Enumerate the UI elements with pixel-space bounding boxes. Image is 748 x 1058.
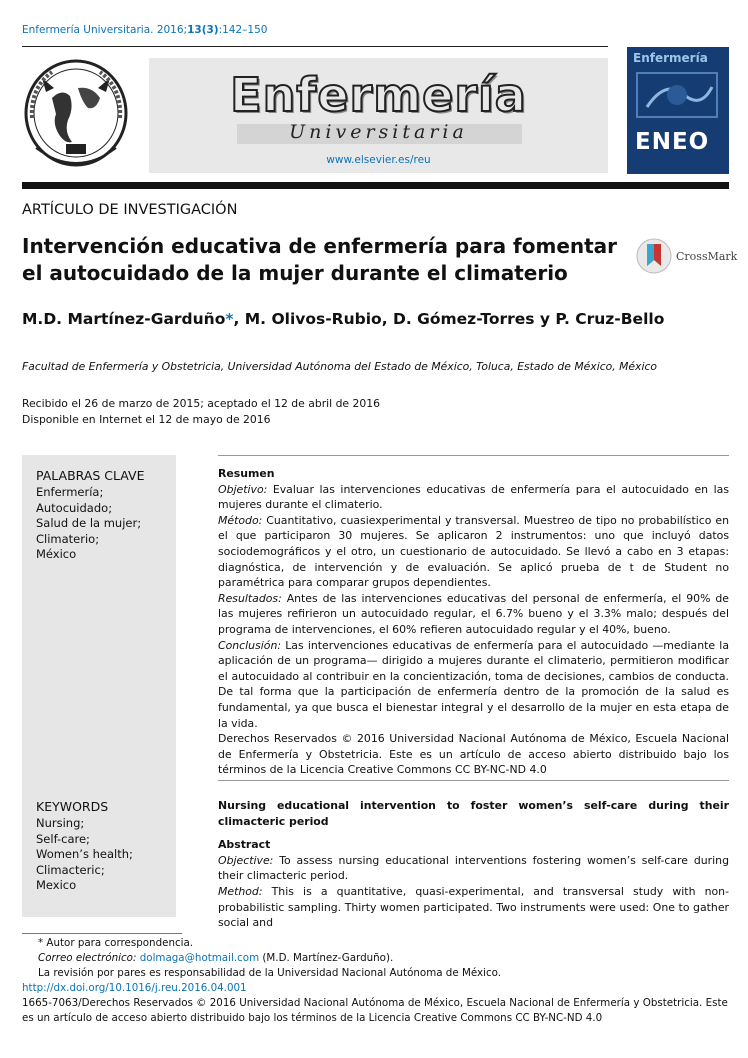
keyword-es-item: México xyxy=(36,547,77,561)
keyword-en-item: Mexico xyxy=(36,878,77,892)
doi-link[interactable]: http://dx.doi.org/10.1016/j.reu.2016.04.001 xyxy=(22,982,247,994)
banner-url-link[interactable]: www.elsevier.es/reu xyxy=(326,154,431,166)
abstract-en-method: Method: This is a quantitative, quasi-experimental, and transversal study with non-probabilistic sampling. Thirty women participated. Two instruments were used: One to gather social and xyxy=(218,884,730,930)
corresponding-author-marker[interactable]: * xyxy=(225,310,234,328)
abstract-en-heading: Abstract xyxy=(218,838,271,852)
article-dates xyxy=(22,396,380,428)
citation-volume: 13(3) xyxy=(187,24,219,36)
keyword-es-item: Climaterio; xyxy=(36,531,100,546)
keywords-en-heading: KEYWORDS xyxy=(36,799,109,814)
affiliation: Facultad de Enfermería y Obstetricia, Universidad Autónoma del Estado de México, Toluca, Estado de México, México xyxy=(22,360,657,373)
authors-rest: , M. Olivos-Rubio, D. Gómez-Torres y P. Cruz-Bello xyxy=(233,310,665,328)
citation-year: 2016; xyxy=(156,24,188,36)
abstract-es-objetivo: Objetivo: Evaluar las intervenciones educativas de enfermería para el autocuidado en las mujeres durante el climaterio. xyxy=(218,482,730,512)
keyword-es-item: Salud de la mujer; xyxy=(36,516,142,530)
article-title-line2: el autocuidado de la mujer durante el climaterio xyxy=(22,261,568,285)
article-section-type: ARTÍCULO DE INVESTIGACIÓN xyxy=(22,202,238,218)
email-link[interactable]: dolmaga@hotmail.com xyxy=(139,952,260,964)
abstract-en-objective: Objective: To assess nursing educational interventions fostering women’s self-care during their climacteric period. xyxy=(218,853,729,883)
abstract-en-title: Nursing educational intervention to foster women’s self-care during their climacteric period xyxy=(218,799,729,828)
footnote-corresponding: * Autor para correspondencia. xyxy=(38,937,194,949)
header-rule xyxy=(22,46,608,47)
dates-received: Recibido el 26 de marzo de 2015; aceptado el 12 de abril de 2016 xyxy=(22,397,380,410)
abstract-es-rights: Derechos Reservados © 2016 Universidad Nacional Autónoma de México, Escuela Nacional de Enfermería y Obstetricia. Este es un artículo de acceso abierto distribuido bajo los términos de la Licencia Creative Commons CC BY-NC-ND 4.0 xyxy=(218,732,729,777)
keywords-es-box xyxy=(22,455,176,807)
footnotes xyxy=(22,936,729,1026)
cover-eneo-logo: ENEO xyxy=(635,129,710,155)
journal-cover-thumbnail[interactable] xyxy=(627,47,729,174)
article-title-line1: Intervención educativa de enfermería para fomentar xyxy=(22,234,618,258)
article-title xyxy=(22,233,622,287)
abstract-es-heading: Resumen xyxy=(218,467,275,480)
crossmark-label: CrossMark xyxy=(676,250,738,263)
abstract-es-metodo: Método: Cuantitativo, cuasiexperimental y transversal. Muestreo de tipo no probabilístico en el que participaron 30 mujeres. Se aplicaron 2 instrumentos: uno que incluyó datos sociodemográficos y el otro, un cuestionario de autocuidado. Se llevó a cabo en 3 etapas: diagnóstica, de intervención y de evaluación. Se aplicó prueba de t de Student no paramétrica para comparar grupos dependientes. xyxy=(218,513,729,590)
keywords-es-heading: PALABRAS CLAVE xyxy=(36,468,145,483)
abstract-es-conclusion: Conclusión: Las intervenciones educativas de enfermería para el autocuidado —mediante la aplicación de un programa— dirigido a mujeres durante el climaterio, permitieron modificar el autocuidado al contribuir en la concientización, toma de decisiones, cambios de conducta. De tal forma que la participación de enfermería dentro de la promoción de la salud es fundamental, ya que busca el bienestar integral y el desarrollo de la mujer en esta etapa de la vida. xyxy=(218,638,729,730)
abstract-es-top-rule xyxy=(218,455,729,456)
abstract-es-resultados: Resultados: Antes de las intervenciones educativas del personal de enfermería, el 90% de las mujeres refirieron un autocuidado regular, el 6.7% bueno y el 3.3% malo; después del programa de intervenciones, el 60% refieren autocuidado regular y el 40%, bueno. xyxy=(218,591,729,636)
footnote-peer-review: La revisión por pares es responsabilidad de la Universidad Nacional Autónoma de México. xyxy=(38,967,501,979)
dates-online: Disponible en Internet el 12 de mayo de 2016 xyxy=(22,413,271,426)
banner-subtitle: Universitaria xyxy=(289,121,468,143)
banner-title: Enfermería xyxy=(230,68,527,122)
crossmark-icon xyxy=(636,238,672,274)
keywords-en-box xyxy=(22,786,176,917)
keyword-en-item: Nursing; xyxy=(36,816,85,830)
crossmark-badge[interactable] xyxy=(636,238,736,274)
footnote-rule xyxy=(22,933,182,934)
citation-pages: :142–150 xyxy=(218,24,268,36)
keyword-es-item: Enfermería; xyxy=(36,485,104,499)
keyword-es-item: Autocuidado; xyxy=(36,500,113,515)
author-corresponding: M.D. Martínez-Garduño xyxy=(22,310,226,328)
citation-journal-name: Enfermería Universitaria. xyxy=(22,24,154,36)
journal-banner xyxy=(149,58,608,173)
cover-graphic xyxy=(627,67,729,127)
abstract-es xyxy=(218,466,729,778)
keyword-en-item: Women’s health; xyxy=(36,847,133,861)
masthead-rule xyxy=(22,182,729,189)
footnote-issn-rights: 1665-7063/Derechos Reservados © 2016 Universidad Nacional Autónoma de México, Escuela Nacional de Enfermería y Obstetricia. Este es un artículo de acceso abierto distribuido bajo los términos de la Licencia Creative Commons CC BY-NC-ND 4.0 xyxy=(22,997,728,1024)
keyword-en-item: Self-care; xyxy=(36,831,90,846)
university-seal-logo xyxy=(22,58,130,176)
footnote-email: Correo electrónico: dolmaga@hotmail.com (M.D. Martínez-Garduño). xyxy=(38,952,394,964)
abstract-en xyxy=(218,798,729,931)
keyword-en-item: Climacteric; xyxy=(36,862,105,877)
cover-title: Enfermería xyxy=(633,51,708,65)
abstract-es-bottom-rule xyxy=(218,780,729,781)
authors-line xyxy=(22,310,664,328)
journal-citation[interactable] xyxy=(22,24,267,36)
